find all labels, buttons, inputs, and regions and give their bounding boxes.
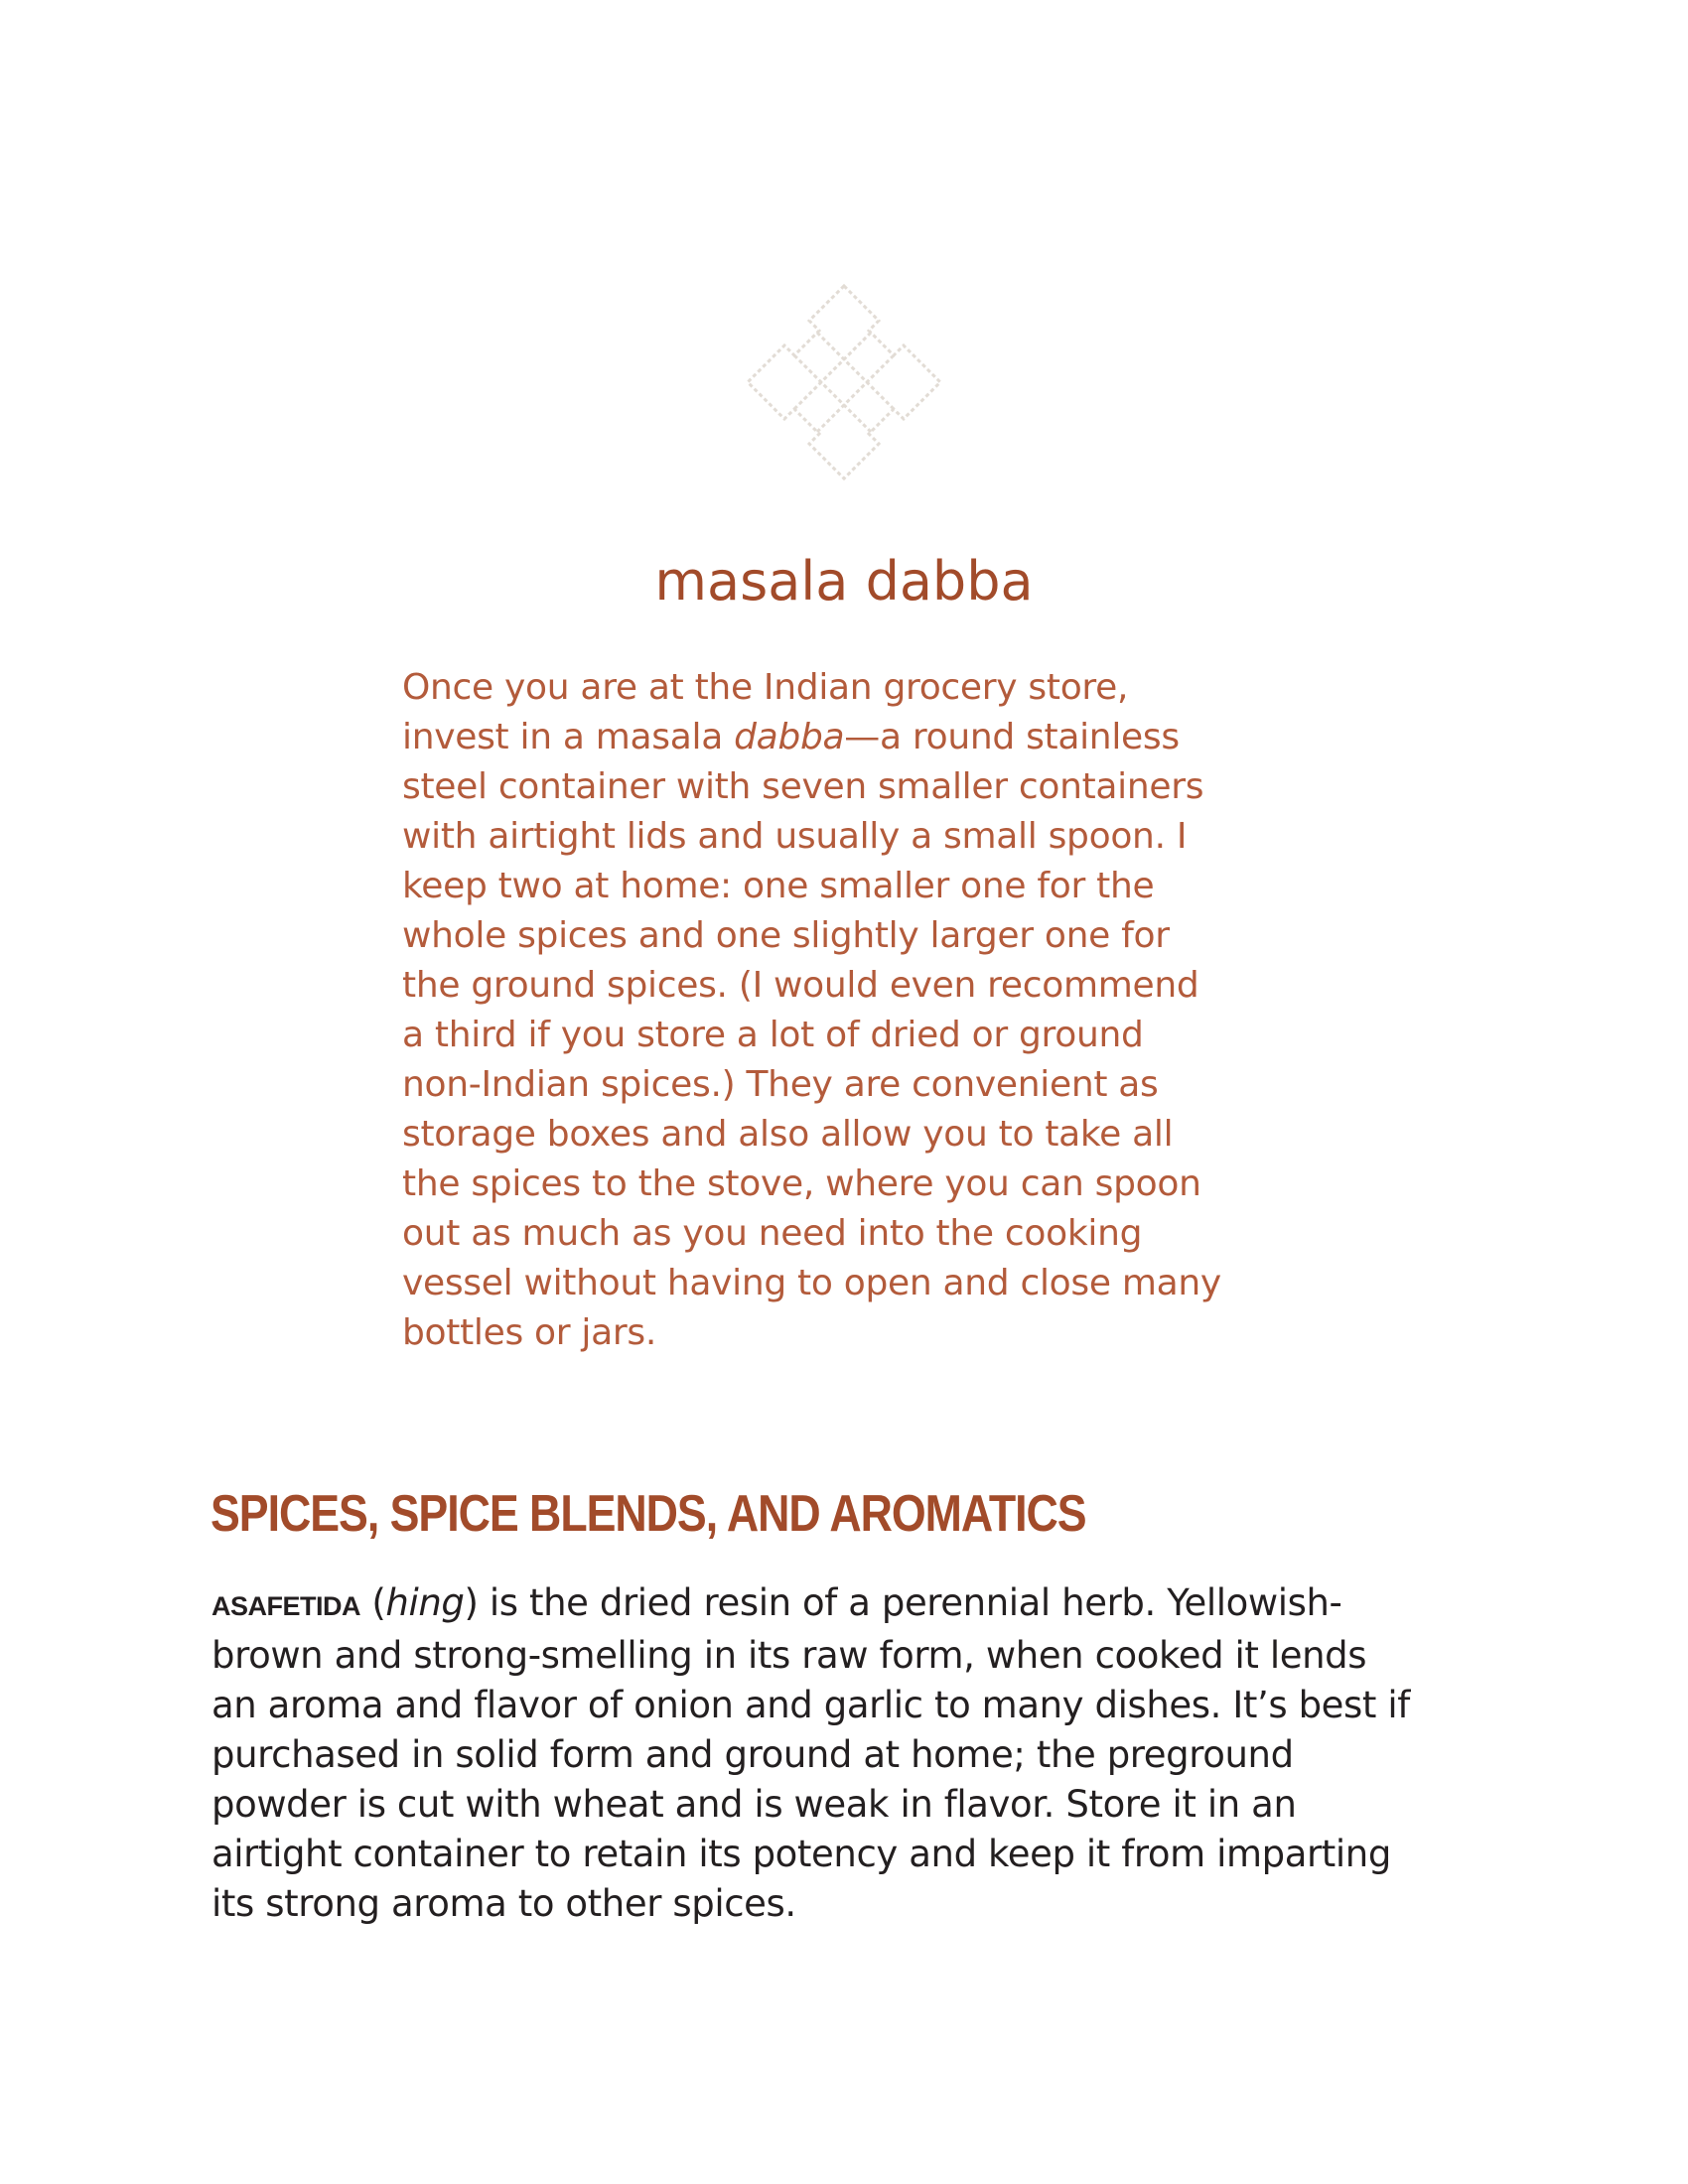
entry-line: brown and strong-smelling in its raw form, when cooked it lends: [211, 1634, 1367, 1677]
sidebar-line: whole spices and one slightly larger one for: [402, 915, 1170, 956]
sidebar-line: the spices to the stove, where you can spoon: [402, 1163, 1201, 1204]
entry-line: [211, 1578, 1502, 1631]
sidebar-line-post: —a round stainless: [844, 717, 1180, 757]
sidebar-line: out as much as you need into the cooking: [402, 1213, 1143, 1254]
entry-line: powder is cut with wheat and is weak in flavor. Store it in an: [211, 1783, 1297, 1826]
sidebar-line: bottles or jars.: [402, 1312, 656, 1353]
sidebar-line-italic: dabba: [734, 717, 845, 757]
entry-native-name: hing: [385, 1581, 465, 1624]
sidebar-line: Once you are at the Indian grocery store,: [402, 667, 1129, 708]
entry-line: an aroma and flavor of onion and garlic to many dishes. It’s best if: [211, 1684, 1410, 1726]
entry-line: purchased in solid form and ground at home; the preground: [211, 1733, 1294, 1776]
sidebar-line: a third if you store a lot of dried or ground: [402, 1015, 1144, 1055]
quatrefoil-ornament-icon: [740, 278, 948, 486]
entry-line: airtight container to retain its potency and keep it from imparting: [211, 1833, 1391, 1875]
entry-first-line-rest: ) is the dried resin of a perennial herb. Yellowish-: [464, 1581, 1342, 1624]
sidebar-title: masala dabba: [654, 550, 1034, 613]
section-heading: SPICES, SPICE BLENDS, AND AROMATICS: [211, 1485, 1086, 1543]
entry-line: its strong aroma to other spices.: [211, 1882, 796, 1925]
sidebar-line: non-Indian spices.) They are convenient as: [402, 1064, 1159, 1105]
sidebar-line: keep two at home: one smaller one for the: [402, 866, 1155, 906]
sidebar-line: with airtight lids and usually a small spoon. I: [402, 816, 1188, 857]
entry-open-paren: (: [360, 1581, 386, 1624]
sidebar-line-pre: invest in a masala: [402, 717, 735, 757]
sidebar-line: the ground spices. (I would even recommend: [402, 965, 1199, 1006]
sidebar-paragraph: [402, 663, 1296, 1358]
sidebar-line: steel container with seven smaller containers: [402, 766, 1204, 807]
sidebar-line: storage boxes and also allow you to take all: [402, 1114, 1174, 1155]
glossary-entry-asafetida: [211, 1578, 1502, 1929]
entry-term: ASAFETIDA: [211, 1591, 360, 1621]
sidebar-line: vessel without having to open and close many: [402, 1263, 1221, 1303]
sidebar-line: [402, 713, 1296, 762]
